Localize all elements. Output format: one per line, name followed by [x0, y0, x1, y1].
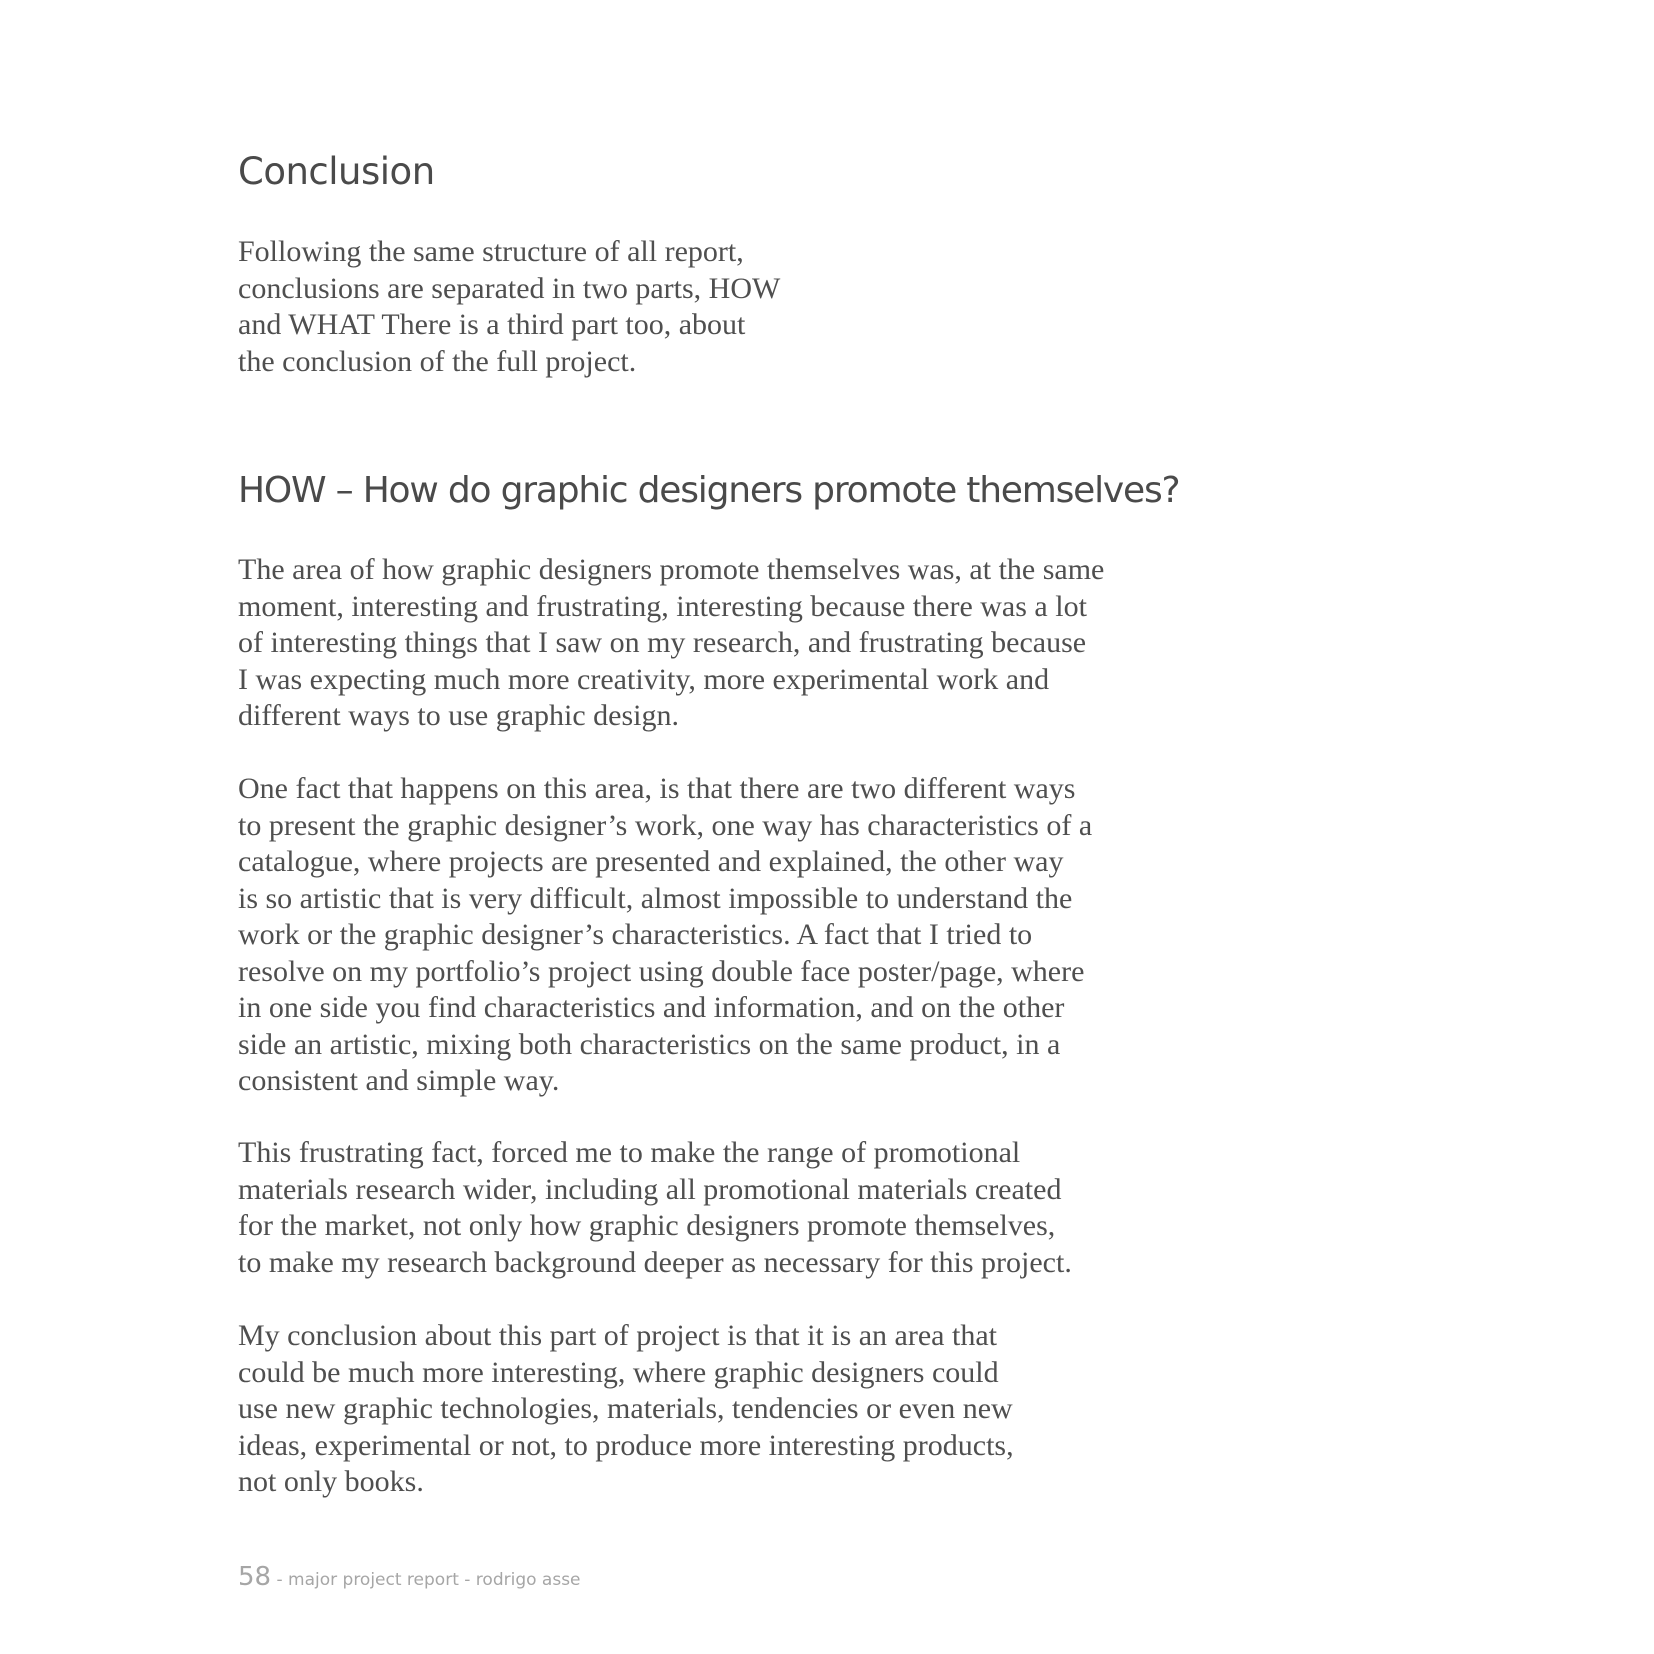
- how-paragraph-1: The area of how graphic designers promote themselves was, at the same moment, interesting and frustrating, interesting because there was a lot of interesting things that I saw on my research, and frustrating because I was expecting much more creativity, more experimental work and different ways to use graphic design.: [238, 553, 1105, 732]
- how-paragraph-3: This frustrating fact, forced me to make the range of promotional materials research wider, including all promotional materials created for the market, not only how graphic designers promote themselves, to make my research background deeper as necessary for this project.: [238, 1136, 1072, 1279]
- page-number: 58: [238, 1562, 272, 1592]
- section-title: Conclusion: [238, 150, 435, 193]
- page-footer: [238, 1562, 581, 1592]
- intro-paragraph: Following the same structure of all report, conclusions are separated in two parts, HOW and WHAT There is a third part too, about the conclusion of the full project.: [238, 235, 781, 378]
- footer-text: - major project report - rodrigo asse: [271, 1570, 581, 1590]
- how-paragraph-2: One fact that happens on this area, is that there are two different ways to present the graphic designer’s work, one way has characteristics of a catalogue, where projects are presented and explained, the other way is so artistic that is very difficult, almost impossible to understand the work or the graphic designer’s characteristics. A fact that I tried to resolve on my portfolio’s project using double face poster/page, where in one side you find characteristics and information, and on the other side an artistic, mixing both characteristics on the same product, in a consistent and simple way.: [238, 772, 1093, 1097]
- how-paragraph-4: My conclusion about this part of project is that it is an area that could be much more interesting, where graphic designers could use new graphic technologies, materials, tendencies or even new ideas, experimental or not, to produce more interesting products, not only books.: [238, 1319, 1014, 1498]
- how-subsection-title: HOW – How do graphic designers promote themselves?: [238, 470, 1180, 511]
